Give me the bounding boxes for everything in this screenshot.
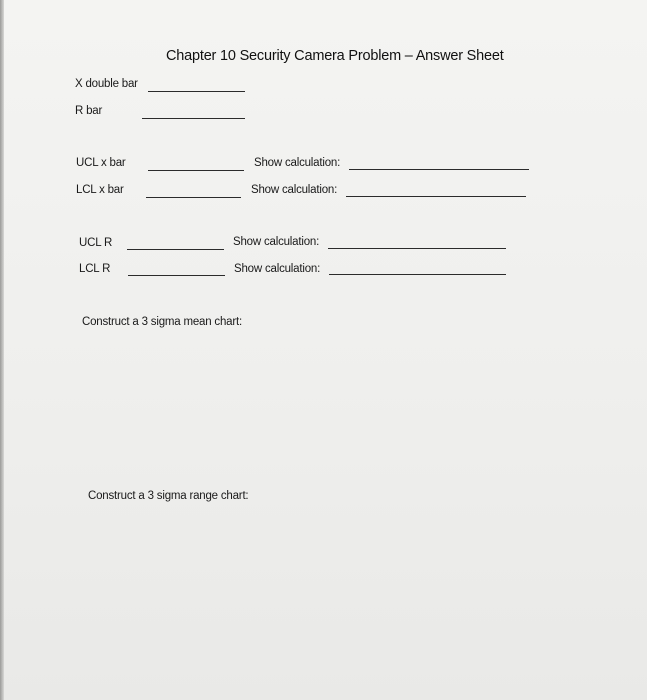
lcl-r-answer-line bbox=[128, 275, 225, 276]
ucl-x-bar-show-calc-label: Show calculation: bbox=[254, 157, 341, 169]
lcl-x-bar-answer-line bbox=[146, 197, 241, 198]
lcl-r-calc-line bbox=[329, 274, 506, 275]
lcl-x-bar-calc-line bbox=[346, 196, 526, 197]
lcl-x-bar-show-calc-label: Show calculation: bbox=[251, 184, 338, 196]
ucl-r-label: UCL R bbox=[79, 237, 113, 249]
lcl-r-show-calc-label: Show calculation: bbox=[234, 263, 321, 275]
ucl-r-show-calc-label: Show calculation: bbox=[233, 236, 320, 248]
mean-chart-prompt: Construct a 3 sigma mean chart: bbox=[82, 316, 242, 328]
ucl-x-bar-label: UCL x bar bbox=[76, 157, 126, 169]
ucl-x-bar-answer-line bbox=[148, 170, 244, 171]
ucl-x-bar-calc-line bbox=[349, 169, 529, 170]
ucl-r-calc-line bbox=[328, 248, 506, 249]
r-bar-answer-line bbox=[142, 118, 245, 119]
lcl-x-bar-label: LCL x bar bbox=[76, 184, 124, 196]
lcl-r-label: LCL R bbox=[79, 263, 111, 275]
range-chart-prompt: Construct a 3 sigma range chart: bbox=[88, 490, 249, 502]
x-double-bar-label: X double bar bbox=[75, 78, 138, 90]
x-double-bar-answer-line bbox=[148, 91, 245, 92]
sheet-title: Chapter 10 Security Camera Problem – Answer Sheet bbox=[166, 48, 504, 64]
screen-edge bbox=[0, 0, 4, 700]
r-bar-label: R bar bbox=[75, 105, 103, 117]
ucl-r-answer-line bbox=[127, 249, 224, 250]
